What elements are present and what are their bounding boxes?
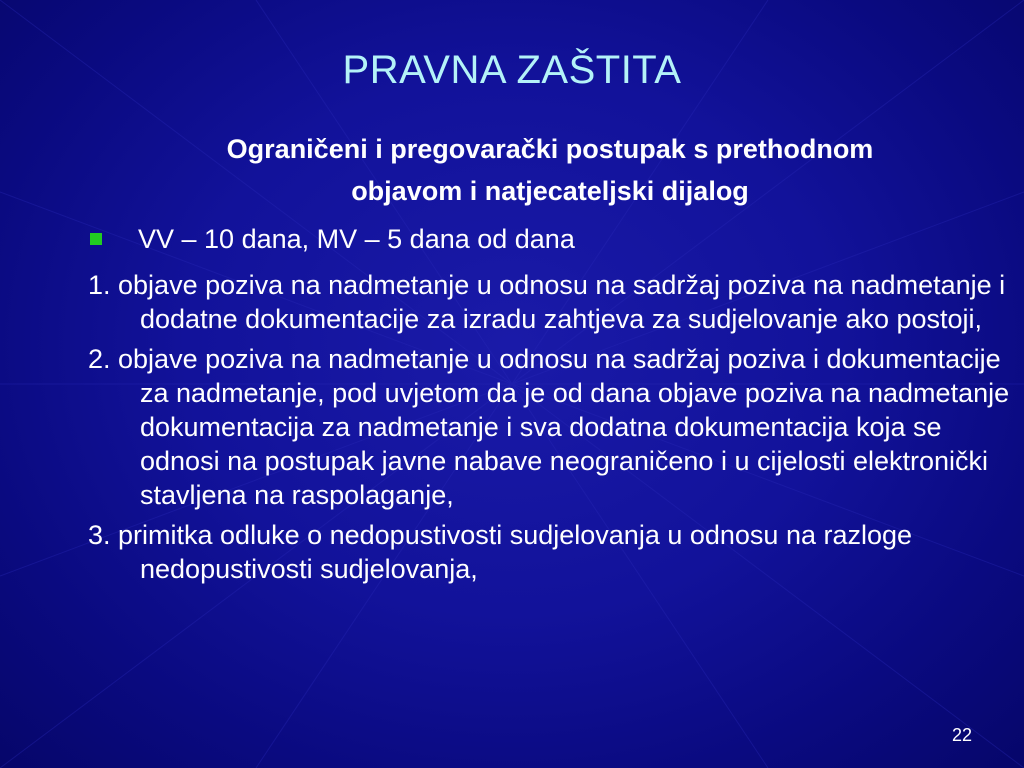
list-item-3: 3. primitka odluke o nedopustivosti sudjelovanja u odnosu na razloge nedopustivosti sudjelovanja, <box>88 520 913 584</box>
square-bullet-icon <box>90 233 102 245</box>
page-number: 22 <box>951 725 972 745</box>
slide-subtitle <box>100 128 1000 212</box>
slide-title: PRAVNA ZAŠTITA <box>342 48 682 92</box>
numbered-list <box>88 268 1018 592</box>
bullet-item <box>90 222 575 256</box>
subtitle-line-1: Ograničeni i pregovarački postupak s prethodnom <box>226 134 874 164</box>
list-item-2: 2. objave poziva na nadmetanje u odnosu na sadržaj poziva i dokumentacije za nadmetanje, pod uvjetom da je od dana objave poziva na nadmetanje dokumentacija za nadmetanje i sva dodatna dokumentacija koja se odnosi na postupak javne nabave neograničeno i u cijelosti elektronički stavljena na raspolaganje, <box>88 344 1010 510</box>
bullet-text: VV – 10 dana, MV – 5 dana od dana <box>138 224 575 254</box>
list-item-1: 1. objave poziva na nadmetanje u odnosu na sadržaj poziva na nadmetanje i dodatne dokumentacije za izradu zahtjeva za sudjelovanje ako postoji, <box>88 270 1006 334</box>
subtitle-line-2: objavom i natjecateljski dijalog <box>351 176 749 206</box>
